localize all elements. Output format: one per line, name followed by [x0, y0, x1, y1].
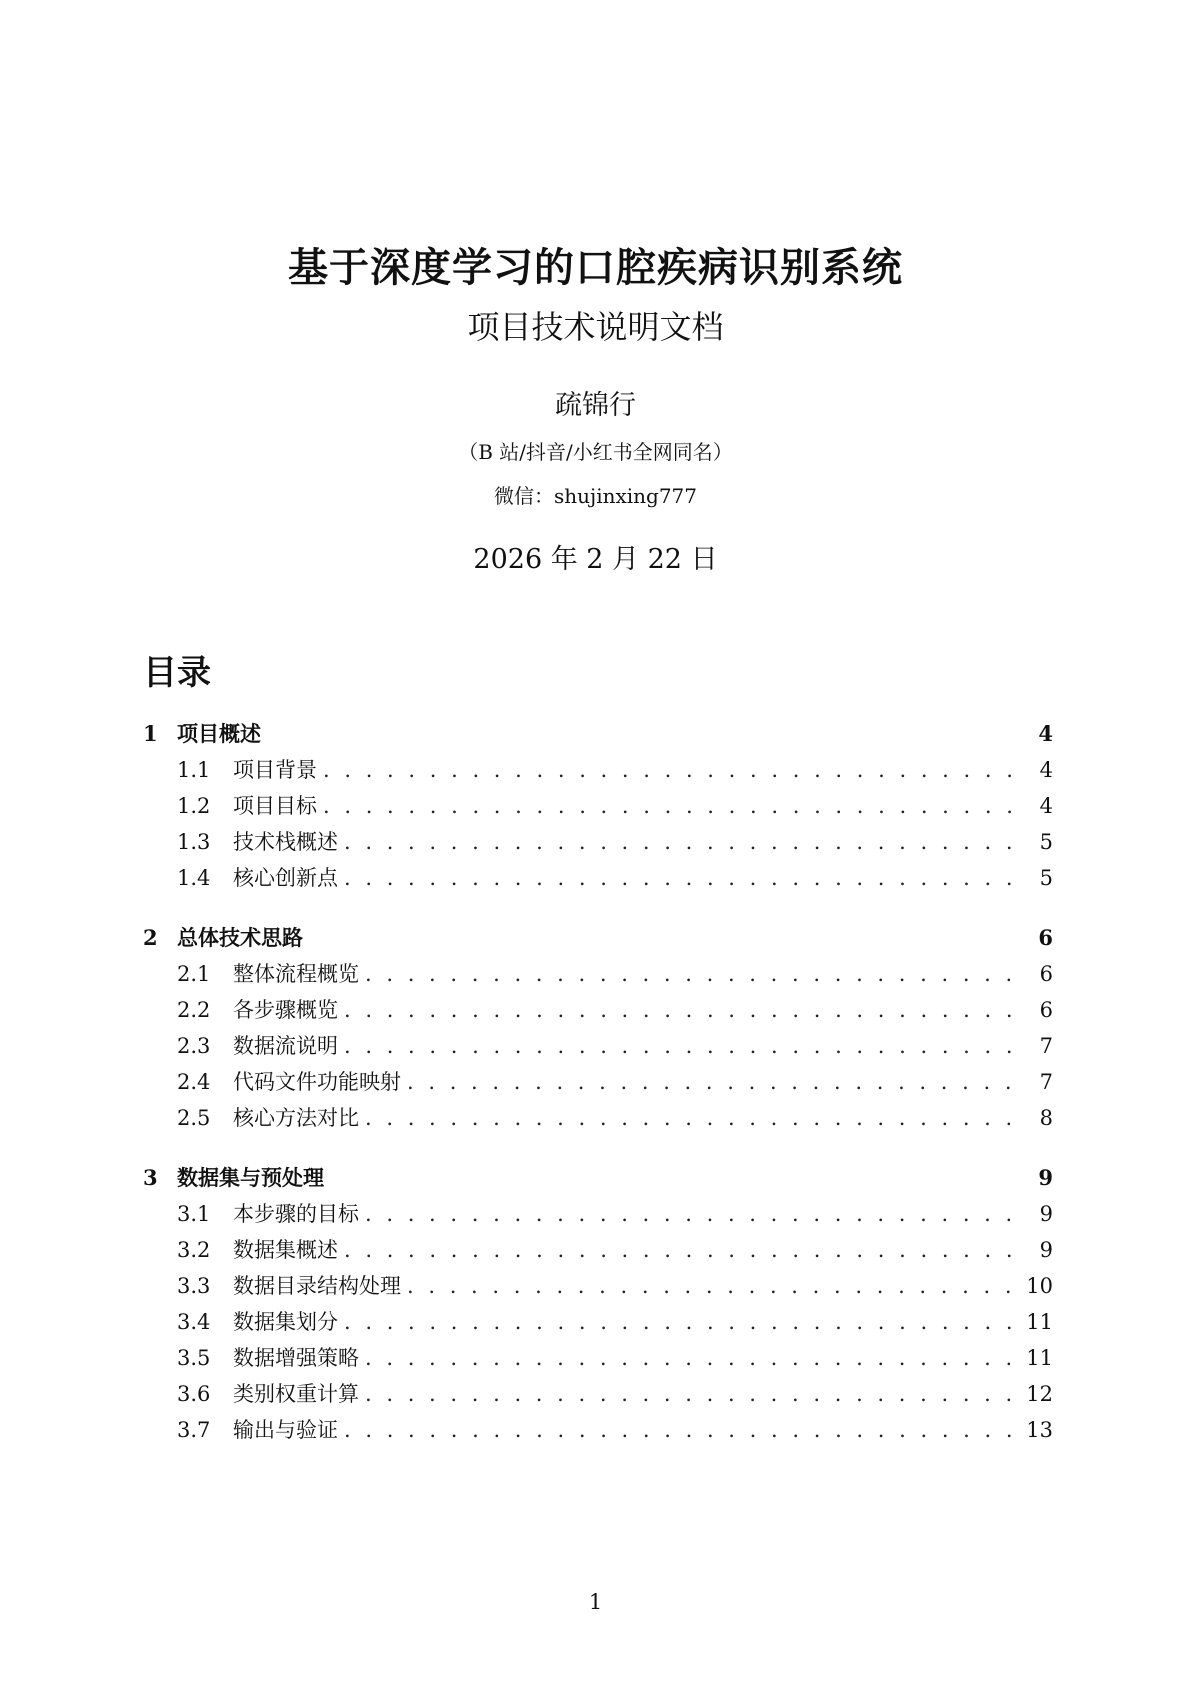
toc-entry[interactable]	[143, 992, 1053, 1028]
toc-entry-title: 本步骤的目标	[233, 1202, 359, 1226]
toc-dot-leader	[323, 788, 1023, 824]
toc-entry-number: 2.1	[177, 962, 211, 986]
toc-entry-page: 4	[1038, 721, 1053, 746]
toc-entry[interactable]	[143, 1340, 1053, 1376]
toc-entry[interactable]	[143, 1160, 1053, 1196]
toc-entry-number: 1.4	[177, 866, 211, 890]
toc-dot-leader	[365, 1340, 1023, 1376]
toc-dot-leader	[344, 824, 1023, 860]
document-subtitle: 项目技术说明文档	[467, 308, 724, 346]
toc-entry-number: 1.1	[177, 758, 211, 782]
toc-entry-page: 7	[1039, 1070, 1053, 1094]
toc-dot-leader	[323, 752, 1023, 788]
toc-entry[interactable]	[143, 1100, 1053, 1136]
toc-entry-title: 数据增强策略	[233, 1346, 359, 1370]
toc-entry[interactable]	[143, 716, 1053, 752]
toc-entry-page: 6	[1039, 962, 1053, 986]
toc-entry-title: 输出与验证	[233, 1418, 338, 1442]
toc-entry-page: 5	[1039, 866, 1053, 890]
toc-entry-page: 9	[1039, 1238, 1053, 1262]
toc-entry-title: 项目背景	[233, 758, 317, 782]
toc-entry-page: 12	[1026, 1382, 1053, 1406]
toc-dot-leader	[344, 1304, 1023, 1340]
toc-entry-number: 3.2	[177, 1238, 211, 1262]
toc-dot-leader	[365, 1196, 1023, 1232]
toc-entry-title: 代码文件功能映射	[233, 1070, 401, 1094]
toc-entry-page: 9	[1039, 1202, 1053, 1226]
toc-entry[interactable]	[143, 956, 1053, 992]
toc-entry[interactable]	[143, 920, 1053, 956]
toc-entry-number: 3.3	[177, 1274, 211, 1298]
toc-dot-leader	[407, 1268, 1023, 1304]
toc-entry-page: 13	[1026, 1418, 1053, 1442]
toc-entry-page: 8	[1039, 1106, 1053, 1130]
toc-entry-title: 数据目录结构处理	[233, 1274, 401, 1298]
toc-entry-page: 6	[1038, 925, 1053, 950]
toc-entry-title: 数据流说明	[233, 1034, 338, 1058]
toc-entry-number: 3.4	[177, 1310, 211, 1334]
toc-entry-page: 5	[1039, 830, 1053, 854]
toc-entry-number: 3.7	[177, 1418, 211, 1442]
toc-entry[interactable]	[143, 1196, 1053, 1232]
toc-entry-number: 2.4	[177, 1070, 211, 1094]
toc-entry-title: 类别权重计算	[233, 1382, 359, 1406]
toc-section-2	[143, 920, 1053, 1136]
document-title: 基于深度学习的口腔疾病识别系统	[288, 244, 903, 291]
toc-section-3	[143, 1160, 1053, 1448]
toc-entry-title: 核心创新点	[233, 866, 338, 890]
toc-entry-number: 2.5	[177, 1106, 211, 1130]
toc-dot-leader	[344, 1028, 1023, 1064]
toc-entry-number: 1	[143, 721, 158, 746]
toc-entry-title: 项目目标	[233, 794, 317, 818]
toc-entry-page: 4	[1039, 794, 1053, 818]
toc-entry[interactable]	[143, 1376, 1053, 1412]
toc-dot-leader	[365, 956, 1023, 992]
toc-entry[interactable]	[143, 752, 1053, 788]
toc-entry[interactable]	[143, 1064, 1053, 1100]
toc-entry-number: 3	[143, 1165, 158, 1190]
author-wechat: 微信：shujinxing777	[493, 484, 698, 508]
author-aliases: （B 站/抖音/小红书全网同名）	[458, 440, 733, 464]
toc-entry-page: 10	[1026, 1274, 1053, 1298]
document-date: 2026 年 2 月 22 日	[473, 544, 718, 575]
toc-dot-leader	[407, 1064, 1023, 1100]
toc-entry[interactable]	[143, 1232, 1053, 1268]
toc-dot-leader	[344, 992, 1023, 1028]
toc-entry-number: 3.6	[177, 1382, 211, 1406]
toc-entry[interactable]	[143, 1028, 1053, 1064]
toc-entry-number: 1.3	[177, 830, 211, 854]
toc-dot-leader	[344, 1412, 1023, 1448]
toc-entry-page: 11	[1026, 1346, 1053, 1370]
toc-dot-leader	[365, 1100, 1023, 1136]
toc-heading: 目录	[143, 653, 211, 693]
toc-entry-title: 各步骤概览	[233, 998, 338, 1022]
toc-entry-number: 2	[143, 925, 158, 950]
toc-entry-title: 整体流程概览	[233, 962, 359, 986]
toc-section-1	[143, 716, 1053, 896]
toc-entry-title: 核心方法对比	[233, 1106, 359, 1130]
toc-entry-page: 9	[1038, 1165, 1053, 1190]
author-name: 疏锦行	[555, 390, 636, 421]
toc-entry[interactable]	[143, 824, 1053, 860]
table-of-contents	[143, 716, 1053, 1472]
toc-entry[interactable]	[143, 788, 1053, 824]
toc-entry-number: 3.1	[177, 1202, 211, 1226]
toc-entry[interactable]	[143, 1268, 1053, 1304]
toc-dot-leader	[344, 1232, 1023, 1268]
toc-entry-page: 6	[1039, 998, 1053, 1022]
toc-entry[interactable]	[143, 1304, 1053, 1340]
toc-entry-number: 3.5	[177, 1346, 211, 1370]
toc-entry-title: 项目概述	[177, 721, 261, 746]
toc-dot-leader	[365, 1376, 1023, 1412]
toc-entry[interactable]	[143, 860, 1053, 896]
toc-entry-title: 数据集概述	[233, 1238, 338, 1262]
toc-entry-title: 数据集与预处理	[177, 1165, 324, 1190]
page-number: 1	[588, 1590, 603, 1614]
toc-entry-title: 总体技术思路	[177, 925, 303, 950]
toc-entry-number: 1.2	[177, 794, 211, 818]
toc-entry-number: 2.3	[177, 1034, 211, 1058]
toc-entry-page: 11	[1026, 1310, 1053, 1334]
toc-entry-page: 4	[1039, 758, 1053, 782]
toc-entry[interactable]	[143, 1412, 1053, 1448]
toc-dot-leader	[344, 860, 1023, 896]
toc-entry-page: 7	[1039, 1034, 1053, 1058]
toc-entry-title: 技术栈概述	[233, 830, 338, 854]
toc-entry-title: 数据集划分	[233, 1310, 338, 1334]
toc-entry-number: 2.2	[177, 998, 211, 1022]
